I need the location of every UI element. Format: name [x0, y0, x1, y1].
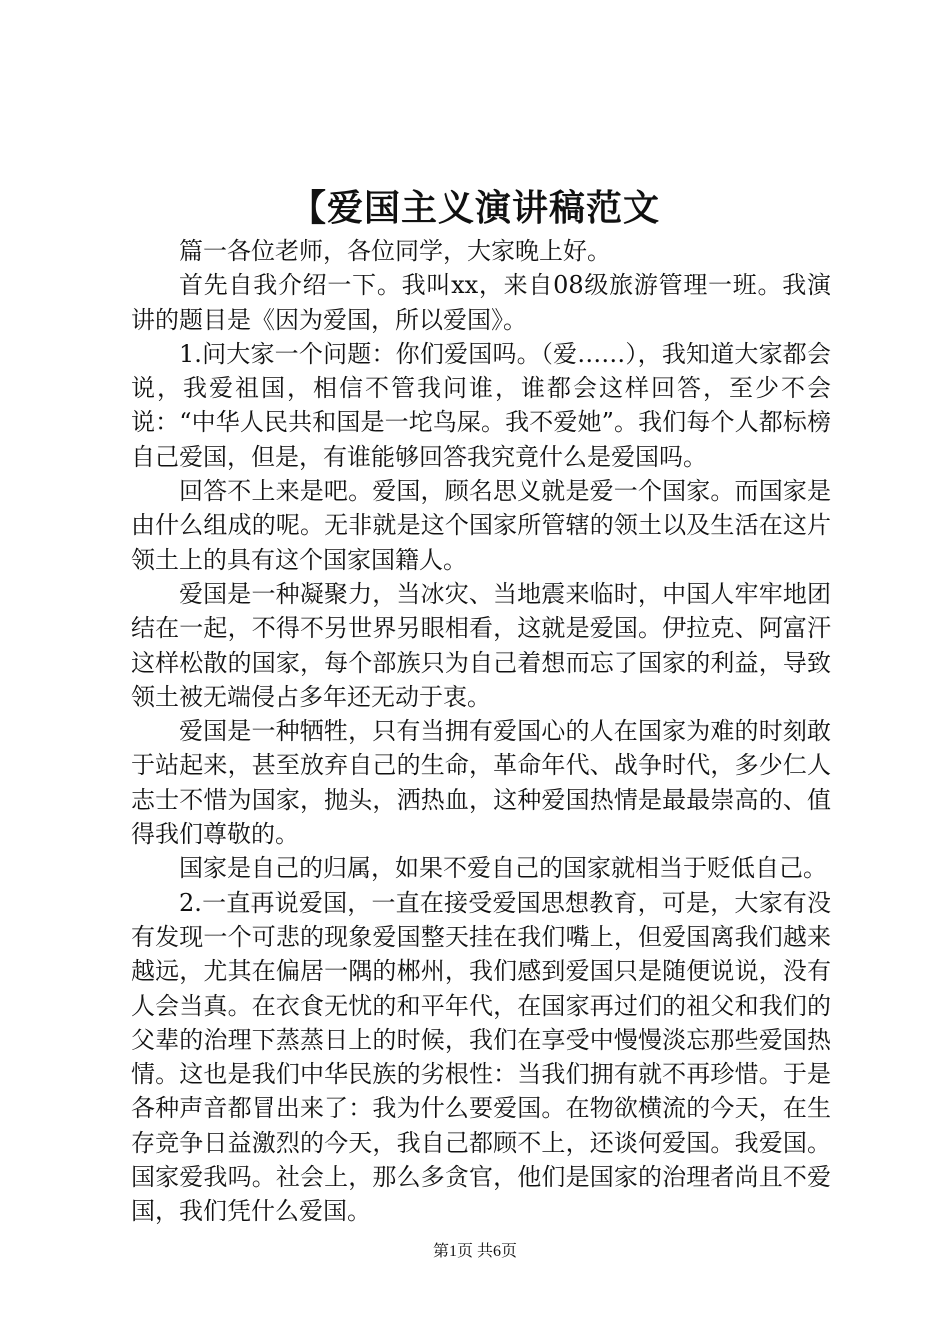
document-body — [131, 234, 831, 1229]
page-number-footer: 第1页 共6页 — [432, 1243, 517, 1260]
paragraph-belonging: 国家是自己的归属，如果不爱自己的国家就相当于贬低自己。 — [179, 854, 827, 883]
paragraph-sacrifice: 爱国是一种牺牲，只有当拥有爱国心的人在国家为难的时刻敢于站起来，甚至放弃自己的生命，革命年代、战争时代，多少仁人志士不惜为国家，抛头，洒热血，这种爱国热情是最最崇高的、值得我们尊敬的。 — [131, 717, 831, 849]
paragraph-definition: 回答不上来是吧。爱国，顾名思义就是爱一个国家。而国家是由什么组成的呢。无非就是这个国家所管辖的领土以及生活在这片领土上的具有这个国家国籍人。 — [131, 477, 831, 574]
paragraph-greeting: 篇一各位老师，各位同学，大家晚上好。 — [179, 237, 611, 265]
paragraph-cohesion: 爱国是一种凝聚力，当冰灾、当地震来临时，中国人牢牢地团结在一起，不得不另世界另眼相看，这就是爱国。伊拉克、阿富汗这样松散的国家，每个部族只为自己着想而忘了国家的利益，导致领土被无端侵占多年还无动于衷。 — [131, 579, 831, 711]
document-title: 【爱国主义演讲稿范文 — [289, 187, 660, 229]
paragraph-introduction: 首先自我介绍一下。我叫xx，来自08级旅游管理一班。我演讲的题目是《因为爱国，所以爱国》。 — [131, 271, 831, 334]
paragraph-question: 1.问大家一个问题：你们爱国吗。（爱……），我知道大家都会说，我爱祖国，相信不管我问谁，谁都会这样回答，至少不会说：“中华人民共和国是一坨鸟屎。我不爱她”。我们每个人都标榜自己爱国，但是，有谁能够回答我究竟什么是爱国吗。 — [131, 339, 831, 471]
paragraph-reflection: 2.一直再说爱国，一直在接受爱国思想教育，可是，大家有没有发现一个可悲的现象爱国整天挂在我们嘴上，但爱国离我们越来越远，尤其在偏居一隅的郴州，我们感到爱国只是随便说说，没有人会当真。在衣食无忧的和平年代，在国家再过们的祖父和我们的父辈的治理下蒸蒸日上的时候，我们在享受中慢慢淡忘那些爱国热情。这也是我们中华民族的劣根性：当我们拥有就不再珍惜。于是各种声音都冒出来了：我为什么要爱国。在物欲横流的今天，在生存竞争日益激烈的今天，我自己都顾不上，还谈何爱国。我爱国。国家爱我吗。社会上，那么多贪官，他们是国家的治理者尚且不爱国，我们凭什么爱国。 — [131, 888, 831, 1226]
